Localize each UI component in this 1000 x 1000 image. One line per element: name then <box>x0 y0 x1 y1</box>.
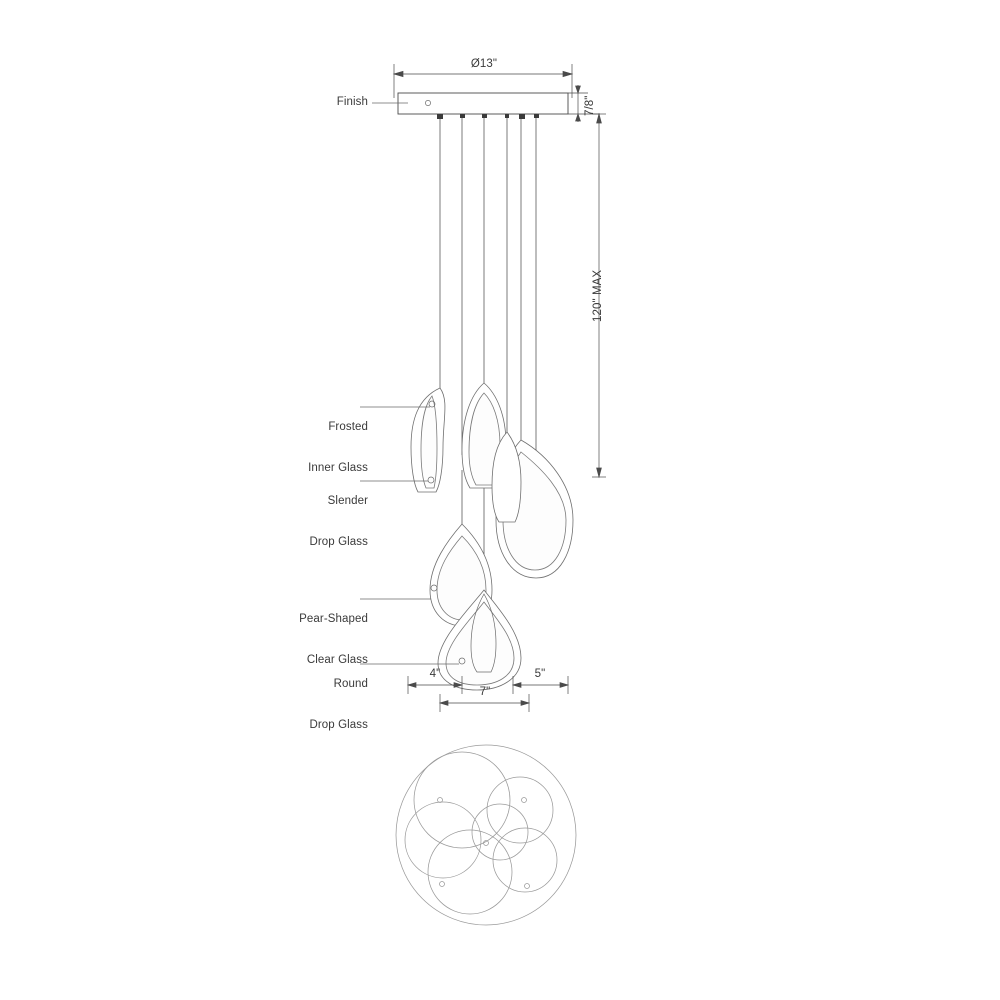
spread-center-label: 7" <box>479 686 491 698</box>
callout-slender-drop-glass-line1: Slender <box>327 495 368 507</box>
canopy-height-label: 7/8" <box>584 95 596 116</box>
spread-right-label: 5" <box>534 668 546 680</box>
callout-round-drop-glass-line2: Drop Glass <box>309 718 368 731</box>
max-drop-label: 120" MAX <box>592 269 604 322</box>
callout-round-drop-glass <box>248 651 368 759</box>
plan-view <box>396 745 576 925</box>
callout-round-drop-glass-line1: Round <box>333 678 368 690</box>
callout-pear-shaped-clear-glass-line1: Pear-Shaped <box>299 613 368 625</box>
callout-frosted-inner-glass-line1: Frosted <box>328 421 368 433</box>
canopy-diameter-label: Ø13" <box>470 58 498 70</box>
glass-shades-elevation <box>411 383 573 690</box>
canopy <box>398 93 568 119</box>
callout-pear-shaped-clear-glass-line2: Clear Glass <box>306 653 368 666</box>
slender-drop-glass-shape <box>411 388 445 492</box>
spread-left-label: 4" <box>429 668 441 680</box>
callout-slender-drop-glass <box>248 468 368 576</box>
callout-finish: Finish <box>336 96 368 108</box>
callout-slender-drop-glass-line2: Drop Glass <box>309 535 368 548</box>
callout-frosted-inner-glass-line2: Inner Glass <box>308 461 368 474</box>
